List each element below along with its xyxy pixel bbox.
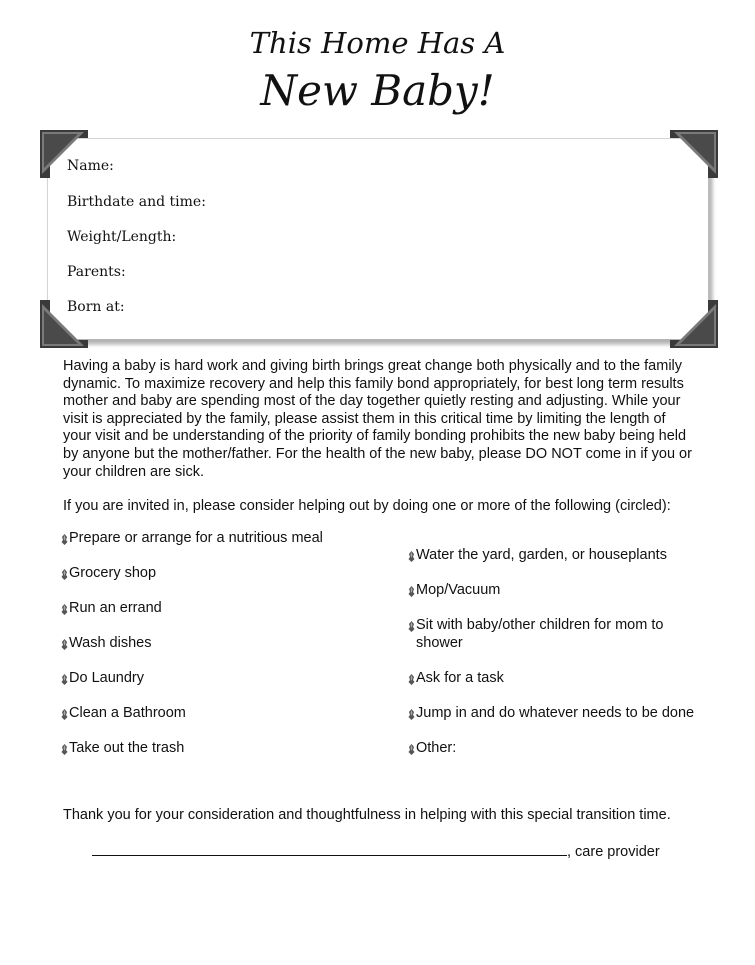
task-item xyxy=(61,600,381,618)
title-line-1: This Home Has A xyxy=(249,26,506,60)
bullet-icon xyxy=(61,639,68,650)
task-item xyxy=(61,530,381,548)
bullet-icon xyxy=(61,674,68,685)
field-weight-length-label: Weight/Length: xyxy=(67,229,177,245)
task-item xyxy=(61,740,381,758)
task-item xyxy=(61,565,381,583)
bullet-icon xyxy=(61,569,68,580)
bullet-icon xyxy=(408,744,415,755)
task-label: Other: xyxy=(416,740,457,756)
task-label: Sit with baby/other children for mom to shower xyxy=(416,617,664,651)
task-label: Run an errand xyxy=(69,600,162,616)
task-label: Water the yard, garden, or houseplants xyxy=(416,547,667,563)
task-label: Jump in and do whatever needs to be done xyxy=(416,705,695,721)
task-label: Take out the trash xyxy=(69,740,185,756)
intro-paragraph: Having a baby is hard work and giving birth brings great change both physically and to the family dynamic. To maximize recovery and help this family bond appropriately, for best long term results mother and baby are spending most of the day together quietly resting and adjusting. While your visit is appreciated by the family, please assist them in this critical time by limiting the length of your visit and be understanding of the priority of family bonding prohibits the new baby being held by anyone but the mother/father. For the health of the new baby, please DO NOT come in if you or your children are sick. xyxy=(63,358,692,480)
task-item xyxy=(408,670,718,688)
bullet-icon xyxy=(61,604,68,615)
task-label: Mop/Vacuum xyxy=(416,582,501,598)
signature-line[interactable] xyxy=(92,842,567,856)
field-born-at-label: Born at: xyxy=(67,299,125,315)
bullet-icon xyxy=(61,744,68,755)
signature-label: , care provider xyxy=(567,844,660,860)
photo-corner-bottom-right-icon xyxy=(670,300,718,348)
field-name-label: Name: xyxy=(67,158,114,174)
bullet-icon xyxy=(408,621,415,632)
task-item xyxy=(408,705,738,723)
field-birthdate-label: Birthdate and time: xyxy=(67,194,206,210)
bullet-icon xyxy=(408,586,415,597)
task-item xyxy=(408,547,718,565)
bullet-icon xyxy=(408,709,415,720)
task-item xyxy=(61,705,381,723)
bullet-icon xyxy=(61,709,68,720)
task-item xyxy=(408,617,698,652)
task-item xyxy=(61,635,381,653)
bullet-icon xyxy=(408,551,415,562)
field-parents-label: Parents: xyxy=(67,264,126,280)
task-item xyxy=(408,582,718,600)
task-item xyxy=(408,740,718,758)
task-label: Ask for a task xyxy=(416,670,504,686)
task-label: Prepare or arrange for a nutritious meal xyxy=(69,530,323,546)
task-label: Grocery shop xyxy=(69,565,157,581)
task-label: Wash dishes xyxy=(69,635,152,651)
task-label: Clean a Bathroom xyxy=(69,705,186,721)
title-line-2: New Baby! xyxy=(260,66,495,115)
signature-area xyxy=(92,842,692,860)
bullet-icon xyxy=(408,674,415,685)
thank-you-text: Thank you for your consideration and thoughtfulness in helping with this special transition time. xyxy=(63,807,671,823)
invite-text: If you are invited in, please consider helping out by doing one or more of the following (circled): xyxy=(63,498,671,514)
photo-corner-top-right-icon xyxy=(670,130,718,178)
bullet-icon xyxy=(61,534,68,545)
task-item xyxy=(61,670,381,688)
task-label: Do Laundry xyxy=(69,670,144,686)
